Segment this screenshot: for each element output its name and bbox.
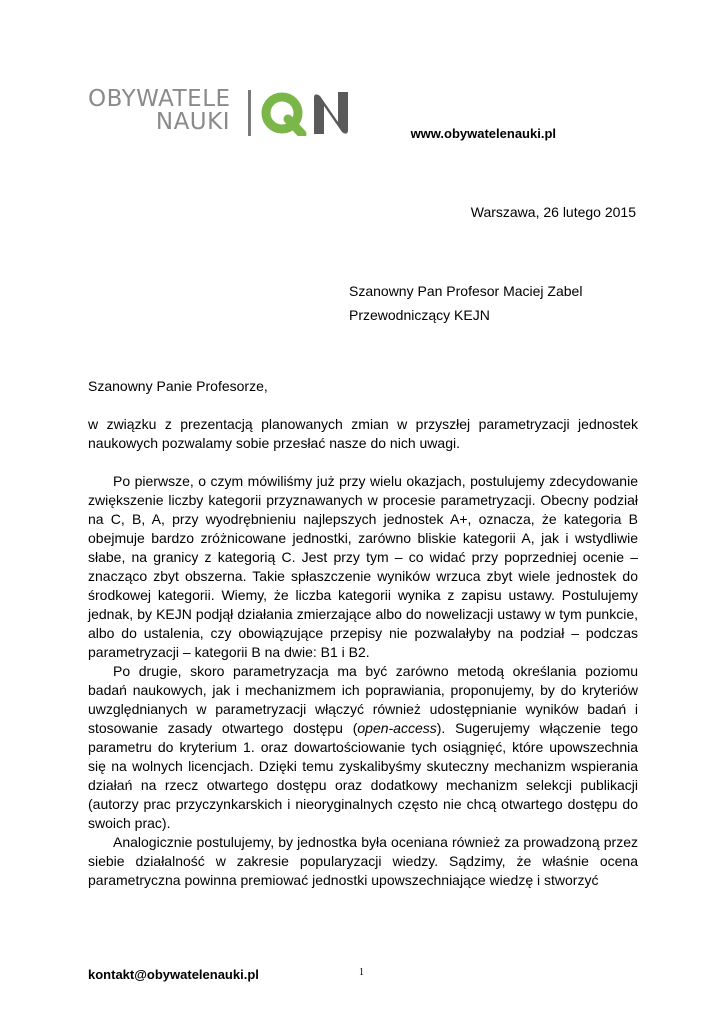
recipient-block xyxy=(349,279,582,327)
footer-email-link[interactable]: kontakt@obywatelenauki.pl xyxy=(88,967,259,982)
logo-line-obywatele: OBYWATELE xyxy=(88,86,231,112)
logo-divider xyxy=(248,90,251,136)
logo-line-nauki: NAUKI xyxy=(155,109,230,135)
letter-date: Warszawa, 26 lutego 2015 xyxy=(470,204,636,220)
salutation: Szanowny Panie Profesorze, xyxy=(88,378,268,394)
open-access-term: open-access xyxy=(357,720,437,736)
organization-logo xyxy=(88,88,358,138)
paragraph-third-point: Analogicznie postulujemy, by jednostka była oceniana również za prowadzoną przez siebie działalność w zakresie popularyzacji wiedzy. Sądzimy, że właśnie ocena parametryczna powinna premiować jednostki upowszechniające wiedzę i stworzyć xyxy=(88,834,638,888)
q-letter-icon xyxy=(266,97,302,134)
paragraph-second-text-b: ). Sugerujemy włączenie tego parametru do kryterium 1. oraz dowartościowanie tych osiągnięć, które upowszechnia się na wolnych licencjach. Dzięki temu zyskalibyśmy skuteczny mechanizm wspierania działań na rzecz otwartego dostępu oraz dodatkowy mechanizm selekcji publikacji (autorzy prac przyczynkarskich i nieoryginalnych często nie chcą otwartego dostępu do swoich prac). xyxy=(88,720,638,831)
paragraph-second-text-a: Po drugie, skoro parametryzacja ma być zarówno metodą określania poziomu badań naukowych, jak i mechanizmem ich poprawiania, proponujemy, by do kryteriów uwzględnianych w parametryzacji włączyć również udostępnianie wyników badań i stosowanie zasady otwartego dostępu ( xyxy=(88,663,638,736)
paragraph-second-point xyxy=(88,662,638,833)
letter-body xyxy=(88,377,638,890)
paragraph-first-point: Po pierwsze, o czym mówiliśmy już przy wielu okazjach, postulujemy zdecydowanie zwiększenie liczby kategorii przyznawanych w procesie parametryzacji. Obecny podział na C, B, A, przy wyodrębnieniu najlepszych jednostek A+, oznacza, że kategoria B obejmuje bardzo zróżnicowane jednostki, zarówno bliskie kategorii A, jak i wstydliwie słabe, na granicy z kategorią C. Jest przy tym – co widać przy poprzedniej ocenie – znacząco zbyt obszerna. Takie spłaszczenie wyników wrzuca zbyt wiele jednostek do środkowej kategorii. Wiemy, że liczba kategorii wynika z zapisu ustawy. Postulujemy jednak, by KEJN podjął działania zmierzające albo do nowelizacji ustawy w tym punkcie, albo do ustalenia, czy obowiązujące przepisy nie pozwalałyby na podział – podczas parametryzacji – kategorii B na dwie: B1 i B2. xyxy=(88,473,638,660)
page-number: 1 xyxy=(359,967,364,978)
recipient-title: Przewodniczący KEJN xyxy=(349,307,490,323)
recipient-name: Szanowny Pan Profesor Maciej Zabel xyxy=(349,283,583,299)
intro-paragraph: w związku z prezentacją planowanych zmian w przyszłej parametryzacji jednostek naukowych pozwalamy sobie przesłać nasze do nich uwagi. xyxy=(88,416,638,451)
logo-wordmark xyxy=(88,88,230,134)
website-link[interactable]: www.obywatelenauki.pl xyxy=(410,126,556,141)
qn-logo-icon xyxy=(260,90,356,136)
n-letter-icon xyxy=(314,92,348,134)
